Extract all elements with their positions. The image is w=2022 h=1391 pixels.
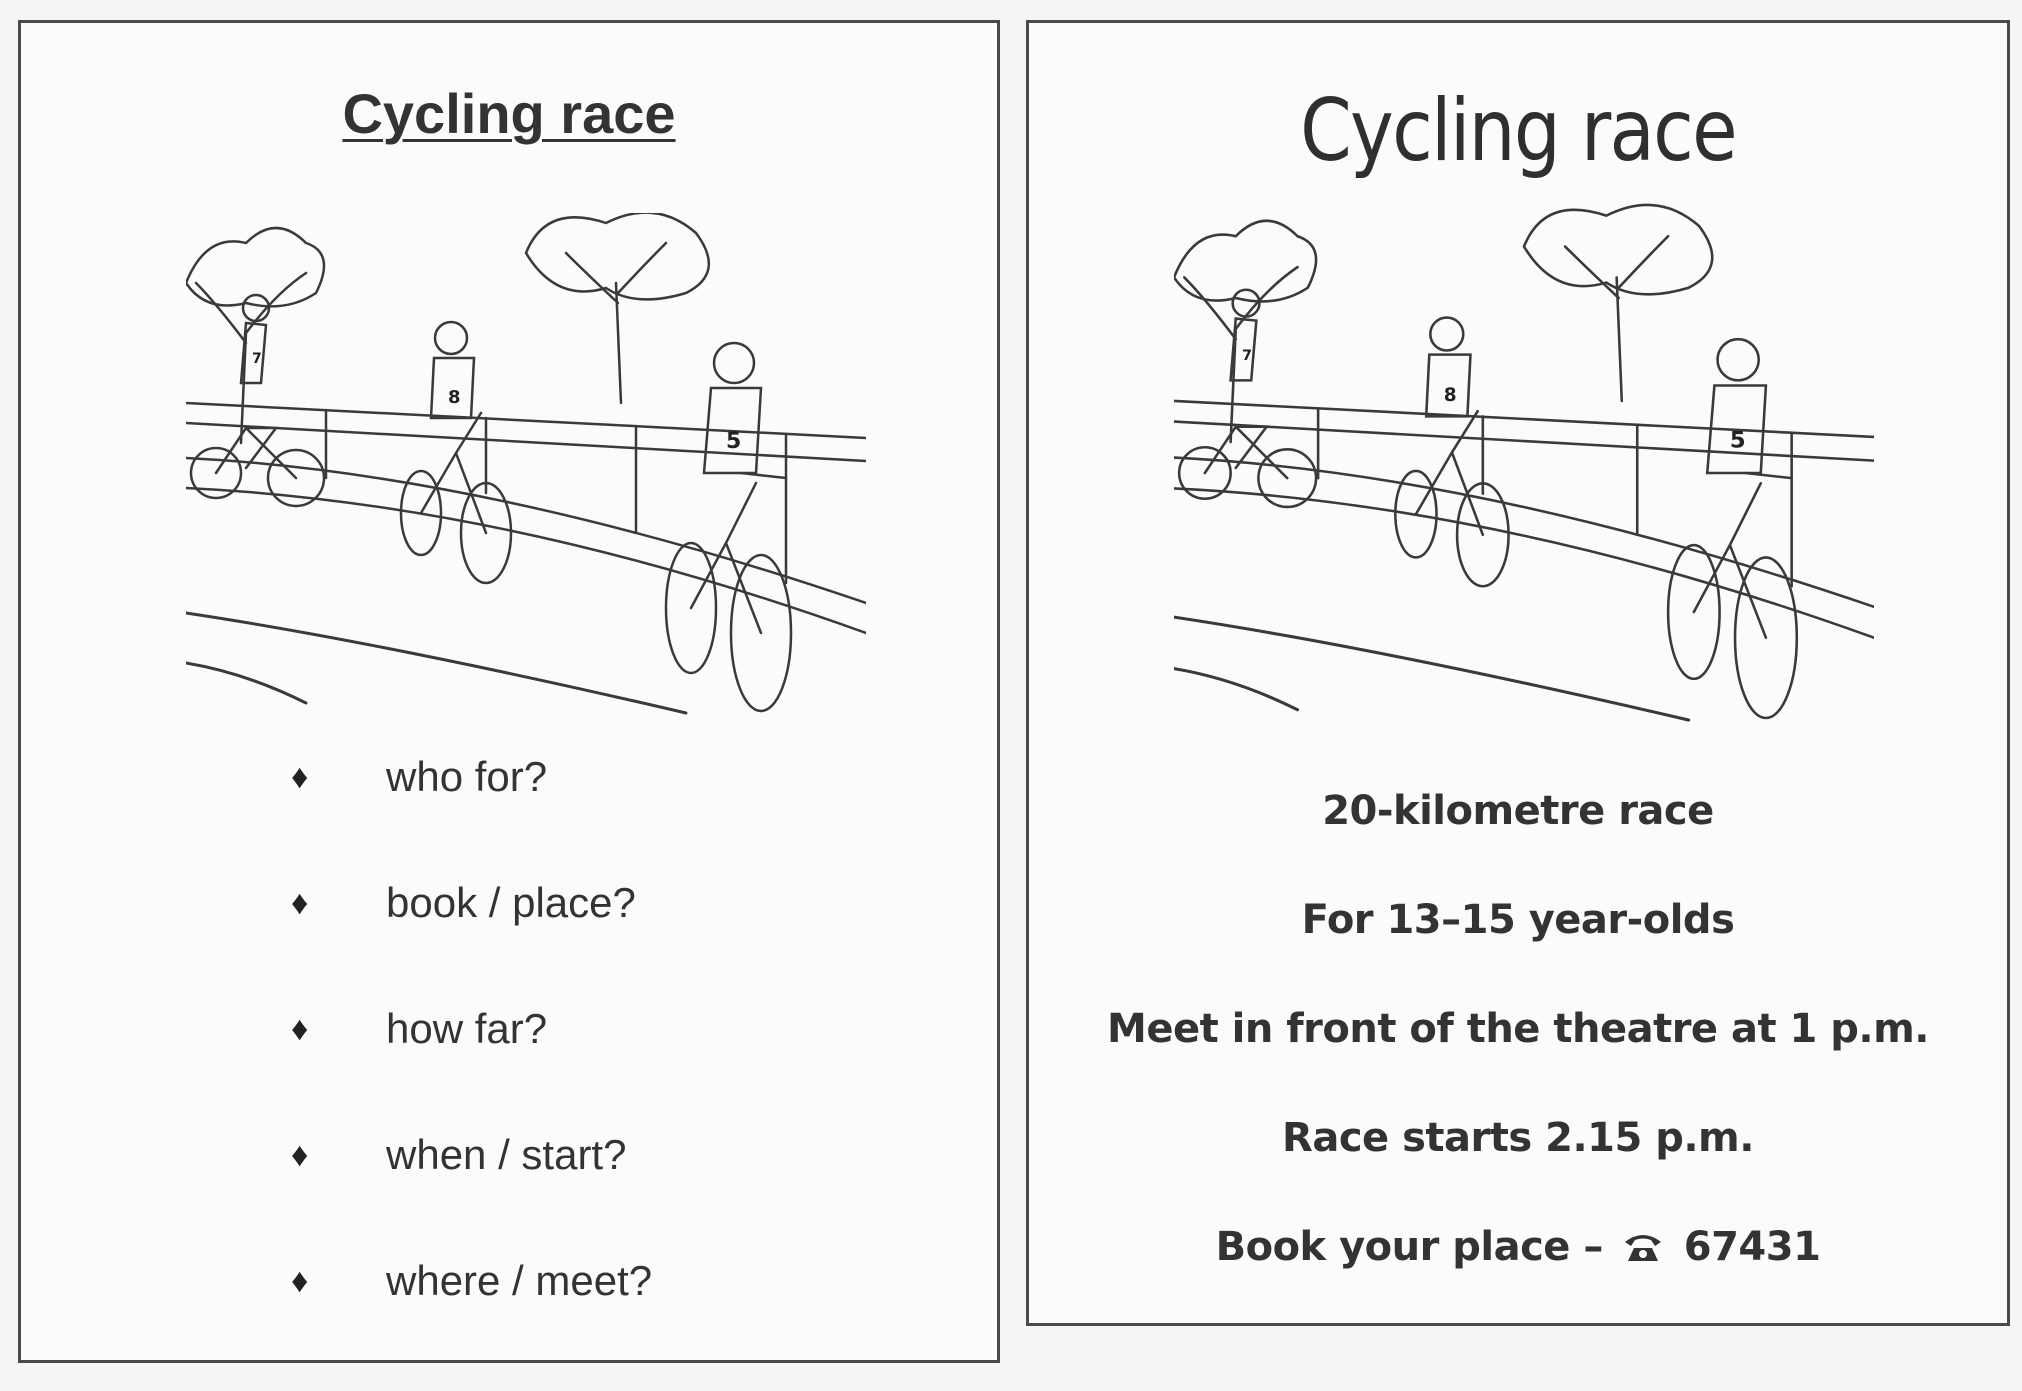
prompt-item [291,879,652,1005]
prompt-card [18,20,1000,1363]
bib-number: 8 [448,387,461,408]
diamond-bullet-icon: ♦ [291,1262,309,1300]
bib-number: 5 [726,429,742,454]
start-time-line: Race starts 2.15 p.m. [1282,1115,1754,1161]
bib-number: 7 [1241,347,1252,364]
prompt-item [291,753,652,879]
cycling-illustration [186,213,866,733]
prompt-item [291,1131,652,1257]
meeting-line: Meet in front of the theatre at 1 p.m. [1107,1006,1929,1052]
diamond-bullet-icon: ♦ [291,1010,309,1048]
prompt-list [291,753,652,1383]
prompt-text: who for? [386,753,548,800]
poster-title: Cycling race [1300,81,1736,181]
card-title: Cycling race [342,82,676,145]
telephone-icon [1622,1228,1664,1274]
poster-info [1029,788,2007,1333]
bib-number: 8 [1443,384,1457,406]
poster-card [1026,20,2010,1326]
prompt-item [291,1257,652,1383]
booking-line [1029,1224,2007,1333]
booking-prefix: Book your place – [1215,1224,1603,1270]
bib-number: 5 [1729,427,1746,454]
age-line: For 13–15 year-olds [1301,897,1735,943]
diamond-bullet-icon: ♦ [291,1136,309,1174]
diamond-bullet-icon: ♦ [291,758,309,796]
bib-number: 7 [252,351,262,367]
distance-line: 20-kilometre race [1322,788,1714,834]
prompt-text: where / meet? [386,1257,653,1304]
prompt-text: how far? [386,1005,548,1052]
prompt-item [291,1005,652,1131]
cycling-illustration [1174,203,1874,743]
diamond-bullet-icon: ♦ [291,884,309,922]
prompt-text: when / start? [386,1131,627,1178]
prompt-text: book / place? [386,879,636,926]
phone-number: 67431 [1683,1224,1821,1270]
